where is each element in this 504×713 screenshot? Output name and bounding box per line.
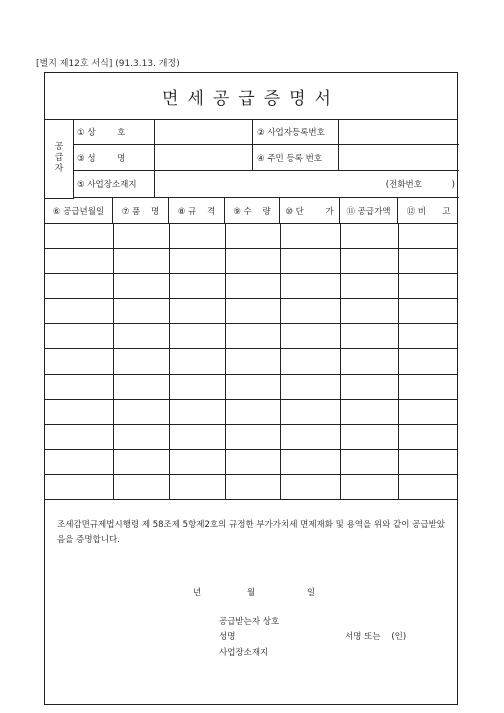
column-divider — [398, 223, 399, 499]
supplier-phone-label: (전화번호 ) — [385, 180, 455, 190]
supplier-rep-label-cell — [73, 145, 155, 171]
receiver-name-label: 공급받는자 상호 — [219, 617, 280, 627]
col-remarks: ⑫ 비 고 — [406, 206, 451, 217]
supplier-label-char-2: 급 — [54, 153, 64, 163]
form-title: 면세공급증명서 — [45, 73, 457, 120]
table-row-divider — [45, 474, 457, 475]
col-supply-amount: ⑪ 공급가액 — [340, 198, 398, 223]
supplier-bizno-field[interactable] — [339, 119, 459, 145]
supplier-address-label: ⑤ 사업장소재지 — [77, 180, 137, 190]
certification-statement: 조세감면규제법시행령 제 58조제 5항제2호의 규정한 부가가치세 면제재화 및 용역을 위와 같이 공급받았음을 증명합니다. — [57, 520, 446, 545]
supplier-name-field[interactable] — [155, 119, 253, 145]
date-year-label: 년 — [193, 588, 202, 598]
supplier-resident-label: ④ 주민 등록 번호 — [257, 153, 322, 164]
col-quantity: ⑨ 수 량 — [225, 198, 280, 223]
supplier-name-label: ① 상 호 — [77, 127, 126, 138]
supplier-address-field[interactable] — [155, 171, 459, 198]
supplier-label-char-1: 공 — [54, 142, 64, 152]
column-divider — [340, 223, 341, 499]
supplier-resident-label-cell — [253, 145, 339, 171]
certificate-form — [44, 72, 458, 705]
table-row-divider — [45, 323, 457, 324]
col-item-name: ⑦ 품 명 — [113, 198, 169, 223]
date-month-label: 월 — [247, 588, 256, 598]
signature-or-seal-label: 서명 또는 (인) — [345, 632, 407, 642]
table-row-divider — [45, 424, 457, 425]
items-table-body[interactable] — [45, 223, 457, 499]
table-row-divider — [45, 374, 457, 375]
column-divider — [169, 223, 170, 499]
col-unit-price: ⑩ 단 가 — [280, 198, 340, 223]
col-supply-date: ⑥ 공급년월일 — [45, 198, 113, 223]
supplier-name-label-cell — [73, 119, 155, 145]
supplier-rep-field[interactable] — [155, 145, 253, 171]
supplier-bizno-label-cell — [253, 119, 339, 145]
table-row-divider — [45, 248, 457, 249]
receiver-address-label: 사업장소재지 — [219, 648, 269, 658]
form-number-note: [별지 제12호 서식] (91.3.13. 개정) — [36, 59, 180, 69]
table-row-divider — [45, 399, 457, 400]
column-divider — [280, 223, 281, 499]
supplier-bizno-label: ② 사업자등록번호 — [257, 127, 325, 138]
column-divider — [113, 223, 114, 499]
supplier-label-char-3: 자 — [54, 164, 64, 174]
date-day-label: 일 — [307, 588, 316, 598]
supplier-address-label-cell — [73, 171, 155, 198]
certification-section — [45, 499, 457, 707]
receiver-rep-label: 성명 — [219, 632, 236, 642]
table-row-divider — [45, 298, 457, 299]
column-divider — [225, 223, 226, 499]
items-table-header — [45, 198, 457, 224]
supplier-resident-field[interactable] — [339, 145, 459, 171]
supplier-section-label — [45, 119, 74, 199]
supplier-rep-label: ③ 성 명 — [77, 153, 126, 164]
table-row-divider — [45, 348, 457, 349]
table-row-divider — [45, 449, 457, 450]
table-row-divider — [45, 273, 457, 274]
col-spec: ⑧ 규 격 — [169, 198, 225, 223]
